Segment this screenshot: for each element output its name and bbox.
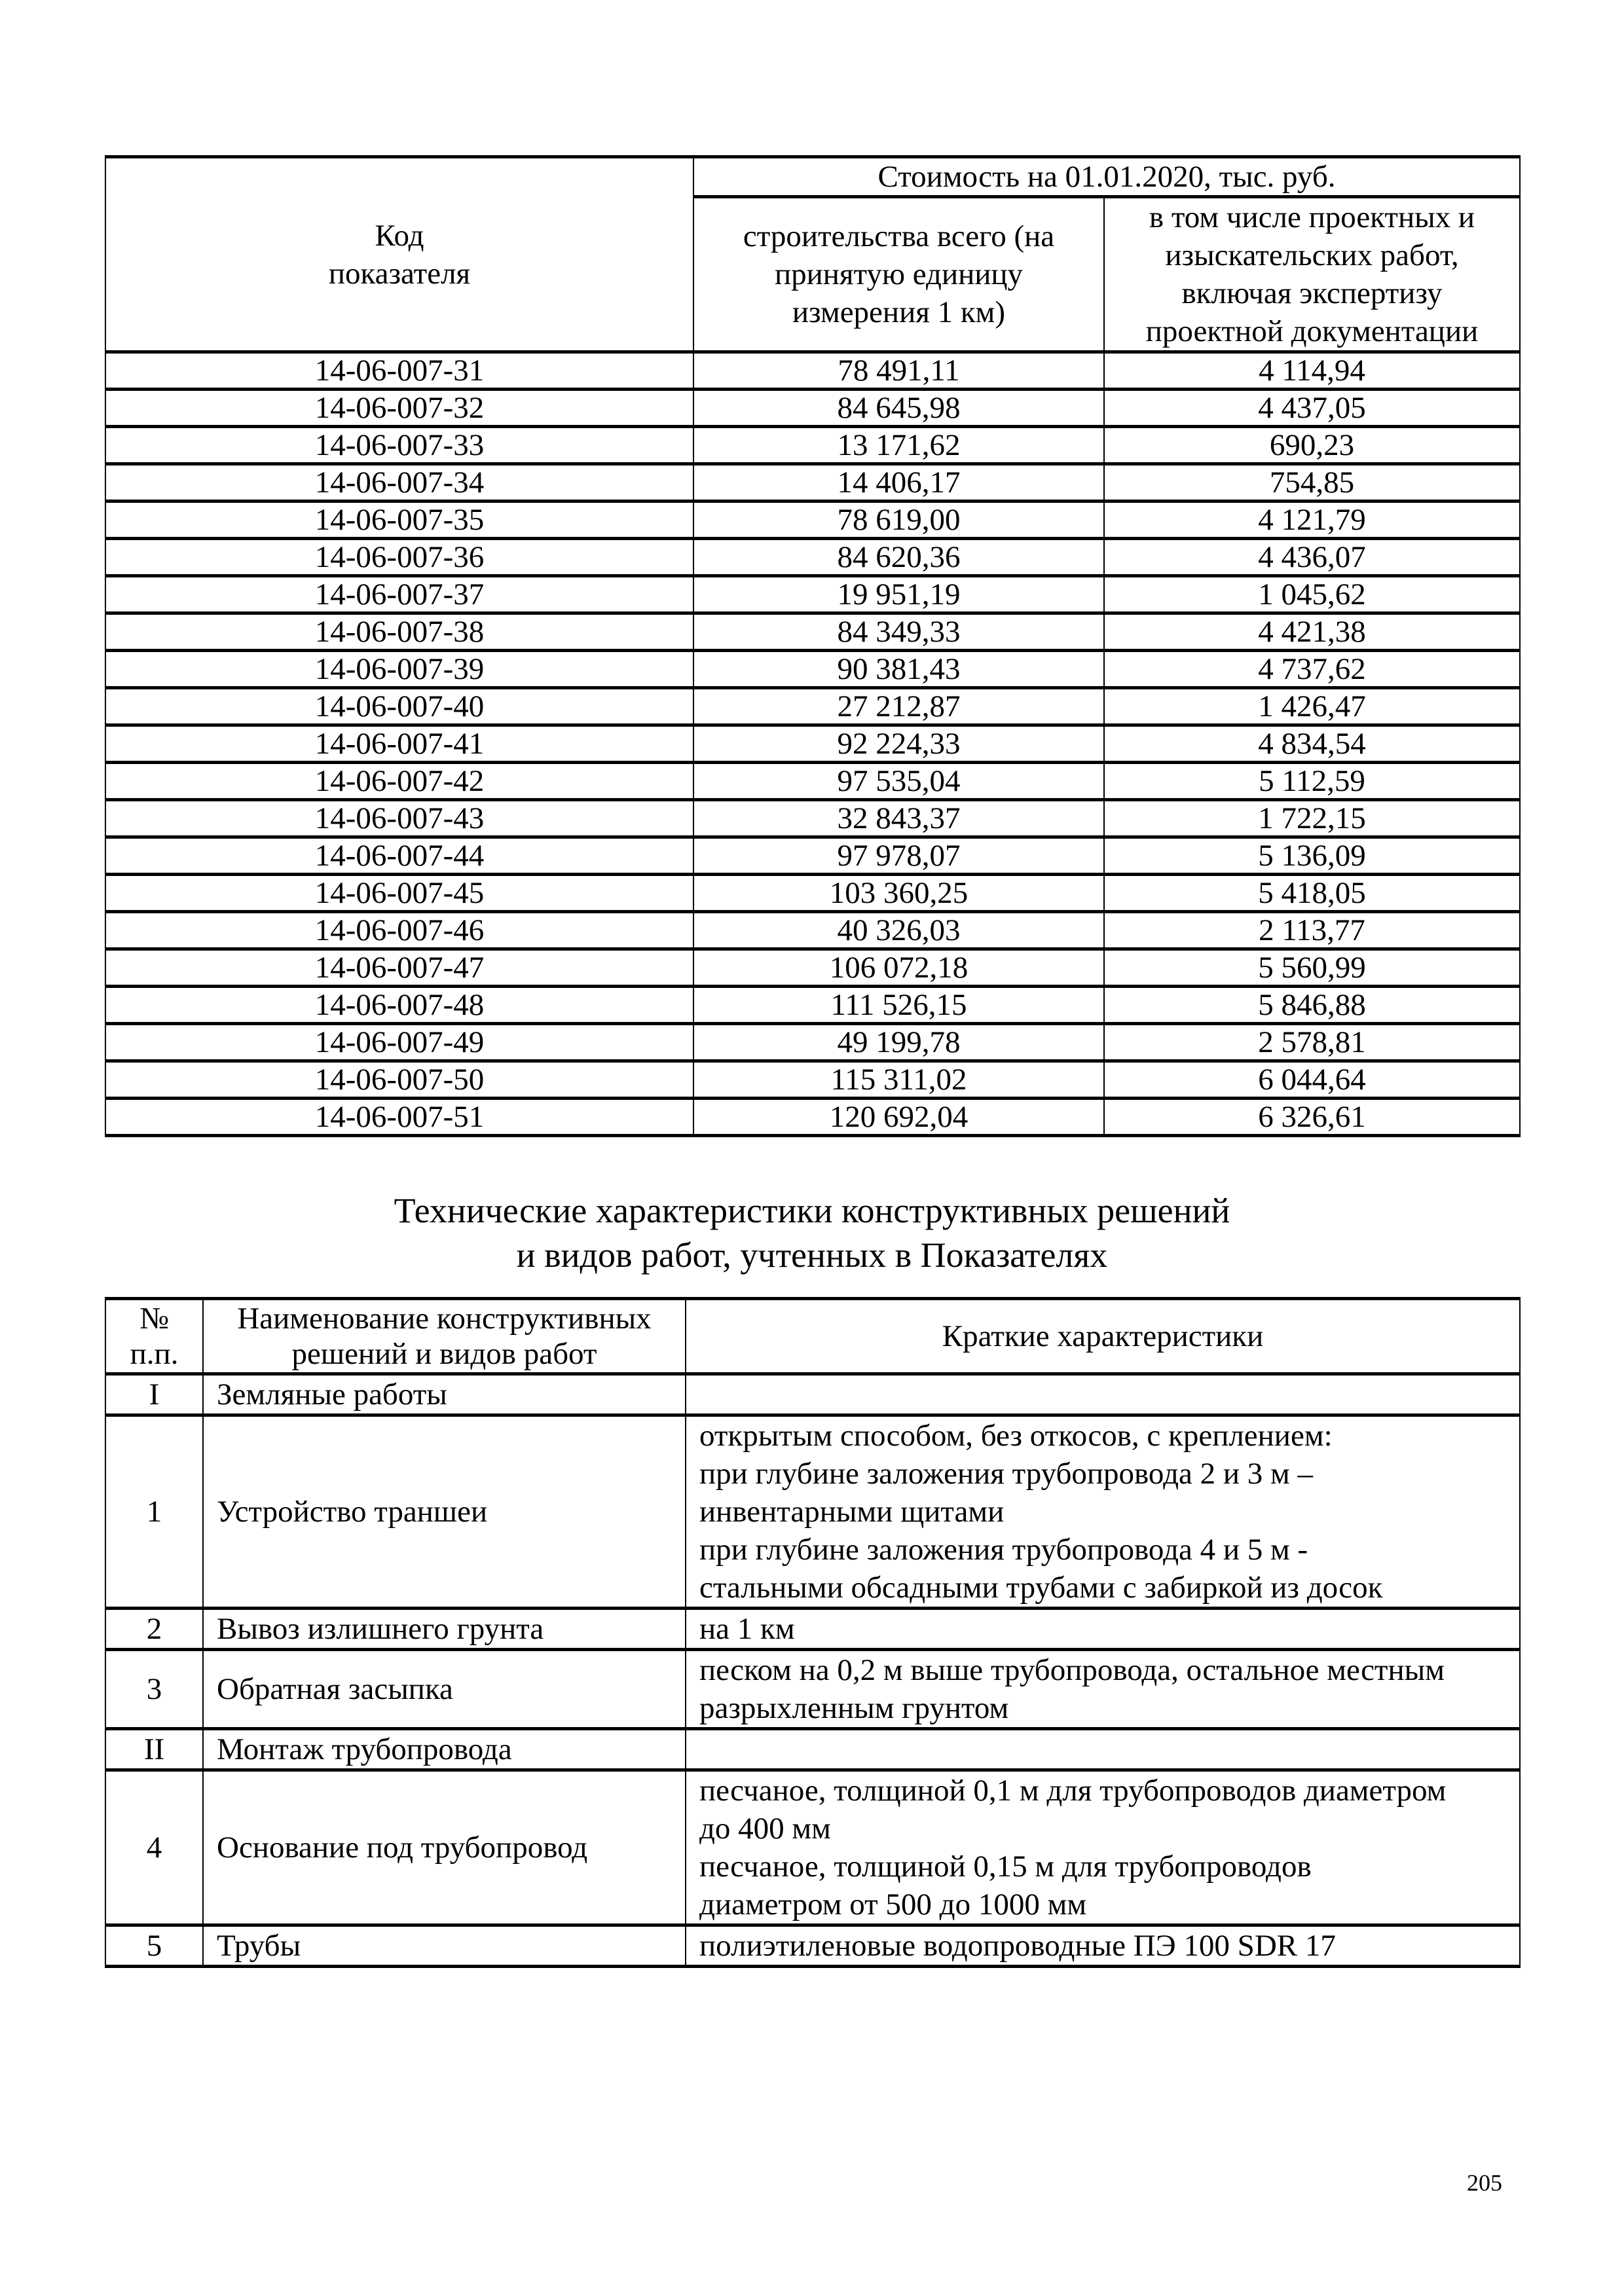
table-row [105,464,1520,501]
cell-name: Трубы [203,1925,686,1967]
desc-line: на 1 км [699,1612,795,1646]
table-row [105,1729,1520,1770]
cell-code: 14-06-007-40 [105,688,693,725]
table-row [105,427,1520,464]
table-row [105,725,1520,763]
header-cost-group: Стоимость на 01.01.2020, тыс. руб. [693,157,1520,197]
cell-desc [686,1609,1520,1650]
desc-line: диаметром от 500 до 1000 мм [699,1887,1087,1922]
cell-code: 14-06-007-38 [105,613,693,651]
cell-desc [686,1650,1520,1729]
desc-line: разрыхленным грунтом [699,1691,1009,1725]
page-number: 205 [1467,2170,1502,2196]
cell-num: 1 [105,1415,203,1609]
cell-code: 14-06-007-48 [105,987,693,1024]
desc-line: песком на 0,2 м выше трубопровода, остальное местным [699,1653,1445,1687]
cell-num: I [105,1374,203,1415]
cell-construction-total: 84 645,98 [693,390,1104,427]
cell-design-survey: 4 737,62 [1104,651,1520,688]
desc-line: при глубине заложения трубопровода 2 и 3 м – [699,1457,1313,1491]
cell-code: 14-06-007-39 [105,651,693,688]
cell-design-survey: 4 114,94 [1104,352,1520,390]
desc-line: до 400 мм [699,1812,831,1846]
header-construction-total: строительства всего (на принятую единицу измерения 1 км) [693,197,1104,352]
cell-construction-total: 115 311,02 [693,1061,1104,1099]
cell-construction-total: 84 620,36 [693,539,1104,576]
cell-design-survey: 2 113,77 [1104,912,1520,949]
cell-num: 4 [105,1770,203,1925]
desc-line: стальными обсадными трубами с забиркой из досок [699,1571,1383,1605]
table-row [105,763,1520,800]
cell-design-survey: 5 418,05 [1104,875,1520,912]
table-row [105,576,1520,613]
cell-construction-total: 97 535,04 [693,763,1104,800]
desc-line: при глубине заложения трубопровода 4 и 5 м - [699,1533,1308,1567]
header-num: № п.п. [105,1299,203,1374]
table-row [105,1024,1520,1061]
table-row [105,352,1520,390]
cell-design-survey: 690,23 [1104,427,1520,464]
cell-code: 14-06-007-32 [105,390,693,427]
cell-name: Устройство траншеи [203,1415,686,1609]
table-row [105,1099,1520,1136]
cell-construction-total: 78 619,00 [693,501,1104,539]
header-desc: Краткие характеристики [686,1299,1520,1374]
cell-code: 14-06-007-43 [105,800,693,837]
table-row [105,837,1520,875]
cell-code: 14-06-007-46 [105,912,693,949]
cell-name: Основание под трубопровод [203,1770,686,1925]
cell-design-survey: 6 326,61 [1104,1099,1520,1136]
cell-design-survey: 5 846,88 [1104,987,1520,1024]
cell-construction-total: 32 843,37 [693,800,1104,837]
header-name: Наименование конструктивных решений и видов работ [203,1299,686,1374]
table-row [105,912,1520,949]
table-row [105,1925,1520,1967]
desc-line: открытым способом, без откосов, с креплением: [699,1419,1333,1453]
section-heading: Технические характеристики конструктивных решений и видов работ, учтенных в Показателях [394,1191,1230,1275]
cell-construction-total: 92 224,33 [693,725,1104,763]
cell-construction-total: 106 072,18 [693,949,1104,987]
cell-construction-total: 111 526,15 [693,987,1104,1024]
cell-design-survey: 4 436,07 [1104,539,1520,576]
cell-num: 5 [105,1925,203,1967]
table-row [105,1374,1520,1415]
cell-design-survey: 1 426,47 [1104,688,1520,725]
cell-design-survey: 5 560,99 [1104,949,1520,987]
cell-name: Монтаж трубопровода [203,1729,686,1770]
table-row [105,875,1520,912]
cell-code: 14-06-007-36 [105,539,693,576]
cell-name: Обратная засыпка [203,1650,686,1729]
cell-construction-total: 40 326,03 [693,912,1104,949]
desc-line: песчаное, толщиной 0,1 м для трубопроводов диаметром [699,1774,1447,1808]
spec-table [105,1297,1521,1968]
table-row [105,651,1520,688]
cell-construction-total: 27 212,87 [693,688,1104,725]
table-row [105,1650,1520,1729]
cell-desc [686,1374,1520,1415]
cell-construction-total: 78 491,11 [693,352,1104,390]
cell-construction-total: 90 381,43 [693,651,1104,688]
desc-line: полиэтиленовые водопроводные ПЭ 100 SDR 17 [699,1929,1336,1963]
cell-num: 2 [105,1609,203,1650]
cell-desc [686,1415,1520,1609]
cell-desc [686,1925,1520,1967]
cell-design-survey: 2 578,81 [1104,1024,1520,1061]
cell-construction-total: 14 406,17 [693,464,1104,501]
desc-line: песчаное, толщиной 0,15 м для трубопроводов [699,1850,1312,1884]
table-row [105,987,1520,1024]
cell-construction-total: 103 360,25 [693,875,1104,912]
cell-code: 14-06-007-34 [105,464,693,501]
cell-code: 14-06-007-45 [105,875,693,912]
cell-name: Земляные работы [203,1374,686,1415]
table-row [105,688,1520,725]
cost-table [105,155,1521,1137]
header-code: Код показателя [105,157,693,352]
cell-construction-total: 120 692,04 [693,1099,1104,1136]
table-row [105,949,1520,987]
table-row [105,1770,1520,1925]
cell-design-survey: 1 045,62 [1104,576,1520,613]
cell-num: II [105,1729,203,1770]
header-design-survey: в том числе проектных и изыскательских работ, включая экспертизу проектной документации [1104,197,1520,352]
cell-code: 14-06-007-47 [105,949,693,987]
cell-design-survey: 5 112,59 [1104,763,1520,800]
cell-design-survey: 4 437,05 [1104,390,1520,427]
table-row [105,1415,1520,1609]
cell-design-survey: 1 722,15 [1104,800,1520,837]
table-row [105,800,1520,837]
cell-design-survey: 6 044,64 [1104,1061,1520,1099]
cell-construction-total: 97 978,07 [693,837,1104,875]
cell-design-survey: 4 421,38 [1104,613,1520,651]
cell-code: 14-06-007-37 [105,576,693,613]
cell-desc [686,1729,1520,1770]
desc-line: инвентарными щитами [699,1495,1005,1529]
cell-code: 14-06-007-42 [105,763,693,800]
cell-num: 3 [105,1650,203,1729]
cell-code: 14-06-007-35 [105,501,693,539]
table-row [105,1609,1520,1650]
cell-design-survey: 4 834,54 [1104,725,1520,763]
table-row [105,1061,1520,1099]
cell-construction-total: 49 199,78 [693,1024,1104,1061]
table-row [105,390,1520,427]
cell-code: 14-06-007-50 [105,1061,693,1099]
cell-design-survey: 5 136,09 [1104,837,1520,875]
cell-construction-total: 84 349,33 [693,613,1104,651]
cost-table-body [105,352,1520,1136]
cell-code: 14-06-007-33 [105,427,693,464]
cell-design-survey: 754,85 [1104,464,1520,501]
cell-code: 14-06-007-51 [105,1099,693,1136]
cell-construction-total: 13 171,62 [693,427,1104,464]
cell-name: Вывоз излишнего грунта [203,1609,686,1650]
cell-code: 14-06-007-41 [105,725,693,763]
cell-code: 14-06-007-49 [105,1024,693,1061]
cell-design-survey: 4 121,79 [1104,501,1520,539]
cell-construction-total: 19 951,19 [693,576,1104,613]
table-row [105,539,1520,576]
table-row [105,613,1520,651]
cell-code: 14-06-007-44 [105,837,693,875]
cell-desc [686,1770,1520,1925]
table-row [105,501,1520,539]
cell-code: 14-06-007-31 [105,352,693,390]
spec-table-body [105,1374,1520,1967]
